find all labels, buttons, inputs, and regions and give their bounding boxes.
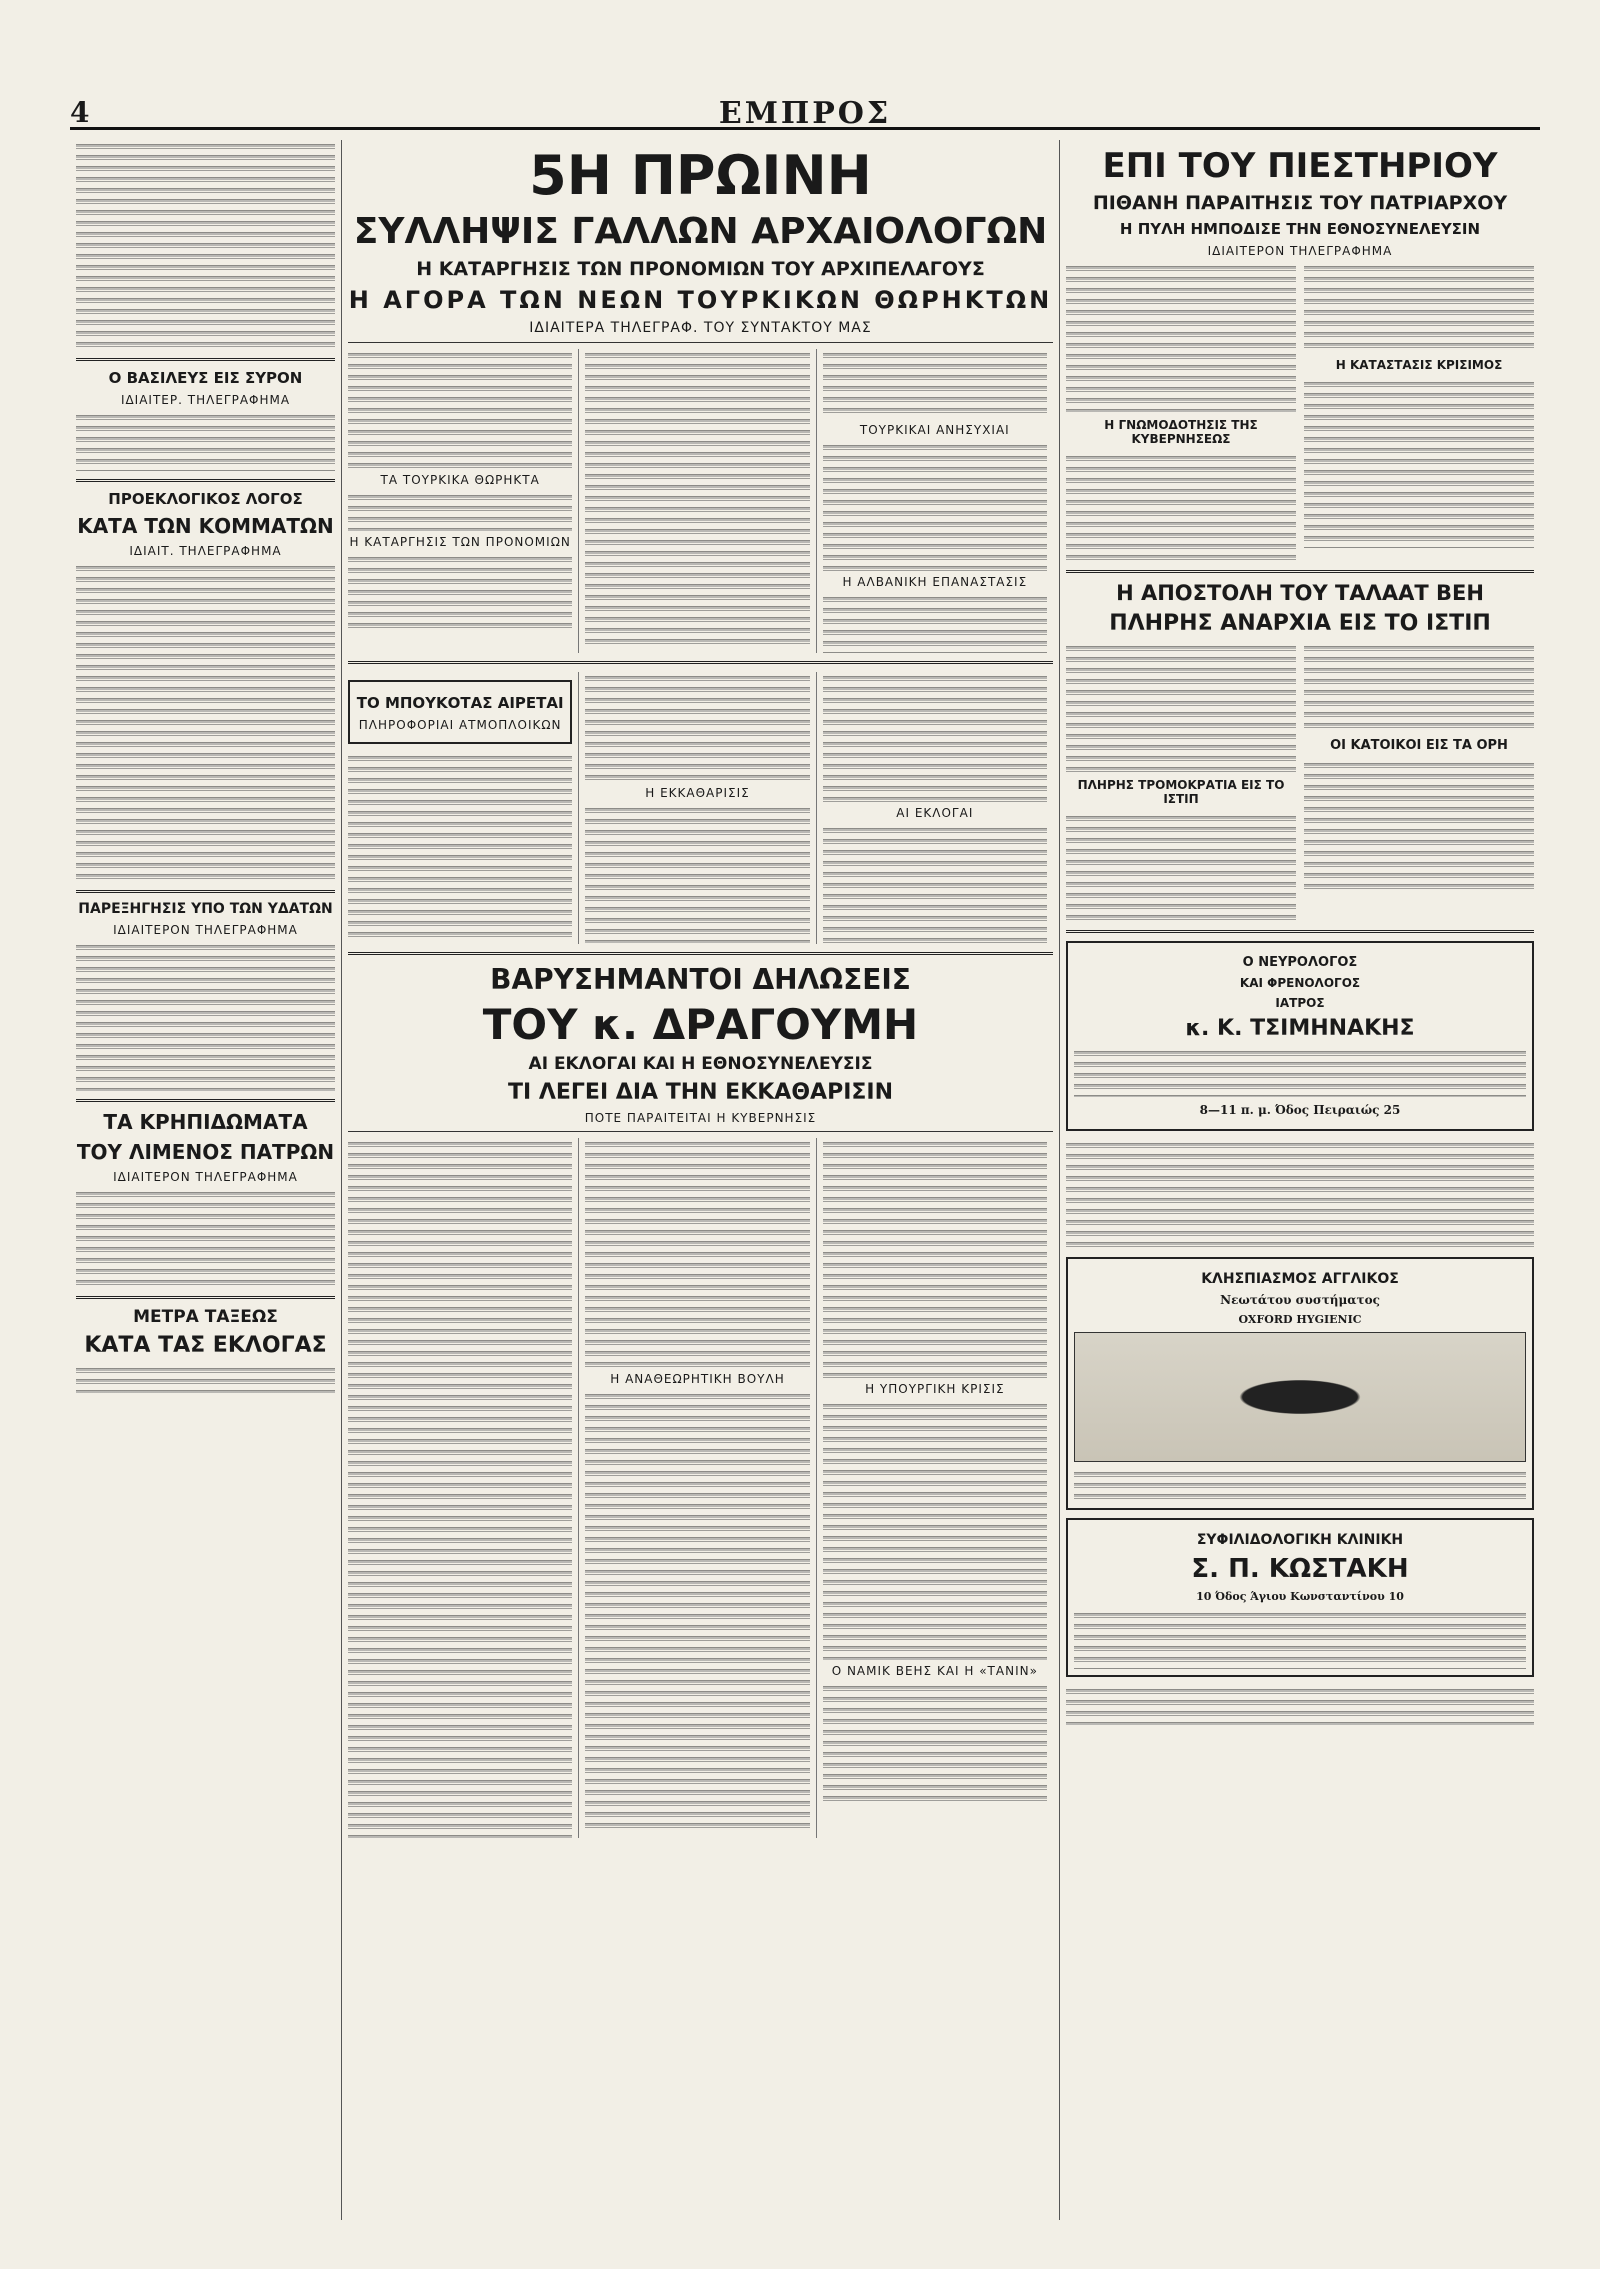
article-text xyxy=(823,349,1047,419)
article-heading: Η ΚΑΤΑΣΤΑΣΙΣ ΚΡΙΣΙΜΟΣ xyxy=(1335,358,1503,372)
article-text xyxy=(76,140,335,350)
article-text xyxy=(823,1682,1047,1802)
right-column xyxy=(1060,140,1540,2220)
news-columns xyxy=(348,672,1053,944)
article-subheading: ΙΔΙΑΙΤΕΡΟΝ ΤΗΛΕΓΡΑΦΗΜΑ xyxy=(1207,244,1393,258)
ad-line: ΚΛΗΣΠΙΑΣΜΟΣ ΑΓΓΛΙΚΟΣ xyxy=(1201,1271,1399,1287)
section-subheading: ΑΙ ΕΚΛΟΓΑΙ xyxy=(896,806,974,820)
article-heading: ΤΟ ΜΠΟΥΚΟΤΑΣ ΑΙΡΕΤΑΙ xyxy=(356,694,564,712)
section-subheading: ΤΑ ΤΟΥΡΚΙΚΑ ΘΩΡΗΚΤΑ xyxy=(380,473,540,487)
article-text xyxy=(823,593,1047,653)
section-subheading: Η ΕΚΚΑΘΑΡΙΣΙΣ xyxy=(645,786,750,800)
article-text xyxy=(1304,262,1534,352)
article-subheading: Η ΠΥΛΗ ΗΜΠΟΔΙΣΕ ΤΗΝ ΕΘΝΟΣΥΝΕΛΕΥΣΙΝ xyxy=(1119,220,1481,238)
ad-text xyxy=(1074,1047,1526,1097)
section-subheading: Η ΚΑΤΑΡΓΗΣΙΣ ΤΩΝ ΠΡΟΝΟΜΙΩΝ xyxy=(349,535,571,549)
ad-line: ΙΑΤΡΟΣ xyxy=(1275,996,1325,1010)
ad-line: Ο ΝΕΥΡΟΛΟΓΟΣ xyxy=(1242,955,1358,970)
left-column xyxy=(70,140,342,2220)
article-subheading: ΙΔΙΑΙΤ. ΤΗΛΕΓΡΑΦΗΜΑ xyxy=(129,544,282,558)
page-number: 4 xyxy=(70,96,90,129)
article-heading: Η ΑΠΟΣΤΟΛΗ ΤΟΥ ΤΑΛΑΑΤ ΒΕΗ xyxy=(1116,581,1484,605)
main-subheadline: Η ΚΑΤΑΡΓΗΣΙΣ ΤΩΝ ΠΡΟΝΟΜΙΩΝ ΤΟΥ ΑΡΧΙΠΕΛΑΓΟΥΣ xyxy=(416,258,985,280)
page-header xyxy=(70,96,1540,130)
news-columns xyxy=(1066,642,1534,922)
ad-text xyxy=(1074,1468,1526,1502)
article-heading: ΠΛΗΡΗΣ ΤΡΟΜΟΚΡΑΤΙΑ ΕΙΣ ΤΟ ΙΣΤΙΠ xyxy=(1077,778,1285,806)
article-heading: ΒΑΡΥΣΗΜΑΝΤΟΙ ΔΗΛΩΣΕΙΣ xyxy=(490,963,911,996)
article-heading: Ο ΒΑΣΙΛΕΥΣ ΕΙΣ ΣΥΡΟΝ xyxy=(108,369,303,387)
ad-line: ΣΥΦΙΛΙΔΟΛΟΓΙΚΗ ΚΛΙΝΙΚΗ xyxy=(1196,1532,1404,1548)
article-text xyxy=(348,491,572,531)
article-text xyxy=(585,1138,809,1368)
article-subheading: ΙΔΙΑΙΤΕΡΑ ΤΗΛΕΓΡΑΦ. ΤΟΥ ΣΥΝΤΑΚΤΟΥ ΜΑΣ xyxy=(529,320,872,336)
article-text xyxy=(1304,642,1534,732)
article-heading: Η ΓΝΩΜΟΔΟΤΗΣΙΣ ΤΗΣ ΚΥΒΕΡΝΗΣΕΩΣ xyxy=(1104,418,1258,446)
article-heading: ΜΕΤΡΑ ΤΑΞΕΩΣ xyxy=(133,1307,278,1327)
article-heading: ΕΠΙ ΤΟΥ ΠΙΕΣΤΗΡΙΟΥ xyxy=(1102,146,1498,186)
article-text xyxy=(348,752,572,942)
ad-hours: 8—11 π. μ. Όδος Πειραιώς 25 xyxy=(1199,1103,1401,1117)
article-heading: ΚΑΤΑ ΤΩΝ ΚΟΜΜΑΤΩΝ xyxy=(77,514,334,538)
article-subheading: ΤΙ ΛΕΓΕΙ ΔΙΑ ΤΗΝ ΕΚΚΑΘΑΡΙΣΙΝ xyxy=(508,1080,893,1105)
classified-text xyxy=(1066,1685,1534,1725)
article-text xyxy=(1304,378,1534,548)
ad-line: ΚΑΙ ΦΡΕΝΟΛΟΓΟΣ xyxy=(1239,976,1361,990)
article-text xyxy=(823,672,1047,802)
ad-name: Σ. Π. ΚΩΣΤΑΚΗ xyxy=(1191,1554,1409,1584)
article-text xyxy=(1066,262,1296,412)
article-subheading: ΠΛΗΡΟΦΟΡΙΑΙ ΑΤΜΟΠΛΟΙΚΩΝ xyxy=(358,718,562,732)
article-text xyxy=(585,1390,809,1830)
main-subheadline: Η ΑΓΟΡΑ ΤΩΝ ΝΕΩΝ ΤΟΥΡΚΙΚΩΝ ΘΩΡΗΚΤΩΝ xyxy=(348,286,1053,314)
article-subheading: ΠΟΤΕ ΠΑΡΑΙΤΕΙΤΑΙ Η ΚΥΒΕΡΝΗΣΙΣ xyxy=(584,1111,817,1125)
article-text xyxy=(76,411,335,471)
article-heading: ΟΙ ΚΑΤΟΙΚΟΙ ΕΙΣ ΤΑ ΟΡΗ xyxy=(1330,738,1508,753)
article-text xyxy=(1066,452,1296,562)
article-heading: ΤΟΥ κ. ΔΡΑΓΟΥΜΗ xyxy=(482,1000,919,1049)
article-subheading: ΙΔΙΑΙΤΕΡΟΝ ΤΗΛΕΓΡΑΦΗΜΑ xyxy=(113,1170,298,1184)
center-column xyxy=(342,140,1060,2220)
ad-illustration xyxy=(1074,1332,1526,1462)
news-columns xyxy=(348,349,1053,653)
masthead: ΕΜΠΡΟΣ xyxy=(718,96,892,131)
article-text xyxy=(76,1364,335,1394)
section-subheading: Η ΥΠΟΥΡΓΙΚΗ ΚΡΙΣΙΣ xyxy=(865,1382,1005,1396)
article-heading: ΚΑΤΑ ΤΑΣ ΕΚΛΟΓΑΣ xyxy=(84,1333,327,1358)
article-heading: ΤΟΥ ΛΙΜΕΝΟΣ ΠΑΤΡΩΝ xyxy=(76,1140,335,1164)
article-subheading: ΑΙ ΕΚΛΟΓΑΙ ΚΑΙ Η ΕΘΝΟΣΥΝΕΛΕΥΣΙΣ xyxy=(528,1054,873,1074)
main-headline: ΣΥΛΛΗΨΙΣ ΓΑΛΛΩΝ ΑΡΧΑΙΟΛΟΓΩΝ xyxy=(353,211,1048,252)
article-text xyxy=(823,1138,1047,1378)
article-text xyxy=(823,441,1047,571)
main-headline: 5Η ΠΡΩΙΝΗ xyxy=(529,144,872,207)
ad-line: 10 Όδος Άγιου Κωνσταντίνου 10 xyxy=(1196,1590,1404,1603)
section-subheading: Η ΑΛΒΑΝΙΚΗ ΕΠΑΝΑΣΤΑΣΙΣ xyxy=(842,575,1028,589)
article-heading: ΠΑΡΕΞΗΓΗΣΙΣ ΥΠΟ ΤΩΝ ΥΔΑΤΩΝ xyxy=(78,901,333,917)
article-text xyxy=(823,1400,1047,1660)
section-subheading: ΤΟΥΡΚΙΚΑΙ ΑΝΗΣΥΧΙΑΙ xyxy=(859,423,1010,437)
article-text xyxy=(823,824,1047,944)
article-subheading: ΙΔΙΑΙΤΕΡΟΝ ΤΗΛΕΓΡΑΦΗΜΑ xyxy=(113,923,298,937)
article-text xyxy=(585,804,809,944)
section-subheading: Ο ΝΑΜΙΚ ΒΕΗΣ ΚΑΙ Η «ΤΑΝΙΝ» xyxy=(831,1664,1038,1678)
article-text xyxy=(348,1138,572,1838)
article-text xyxy=(348,553,572,633)
article-text xyxy=(585,672,809,782)
section-subheading: Η ΑΝΑΘΕΩΡΗΤΙΚΗ ΒΟΥΛΗ xyxy=(610,1372,785,1386)
article-text xyxy=(76,562,335,882)
article-text xyxy=(1304,759,1534,889)
article-text xyxy=(76,1188,335,1288)
article-subheading: ΙΔΙΑΙΤΕΡ. ΤΗΛΕΓΡΑΦΗΜΑ xyxy=(120,393,291,407)
article-heading: ΤΑ ΚΡΗΠΙΔΩΜΑΤΑ xyxy=(103,1110,308,1134)
article-heading: ΠΛΗΡΗΣ ΑΝΑΡΧΙΑ ΕΙΣ ΤΟ ΙΣΤΙΠ xyxy=(1109,611,1491,636)
advertisement-neurologist xyxy=(1066,941,1534,1131)
ad-brand: OXFORD HYGIENIC xyxy=(1238,1313,1362,1326)
news-columns xyxy=(1066,262,1534,562)
article-text xyxy=(1066,812,1296,922)
advertisement-oxford xyxy=(1066,1257,1534,1510)
advertisement-clinic xyxy=(1066,1518,1534,1677)
article-text xyxy=(348,349,572,469)
article-text xyxy=(1066,642,1296,772)
article-heading: ΠΙΘΑΝΗ ΠΑΡΑΙΤΗΣΙΣ ΤΟΥ ΠΑΤΡΙΑΡΧΟΥ xyxy=(1092,192,1508,214)
ad-line: Νεωτάτου συστήματος xyxy=(1220,1293,1380,1307)
ad-name: κ. Κ. ΤΣΙΜΗΝΑΚΗΣ xyxy=(1185,1016,1415,1041)
classified-text xyxy=(1066,1139,1534,1249)
news-columns xyxy=(348,1138,1053,1838)
article-text xyxy=(76,941,335,1091)
article-text xyxy=(585,349,809,649)
ad-text xyxy=(1074,1609,1526,1669)
article-heading: ΠΡΟΕΚΛΟΓΙΚΟΣ ΛΟΓΟΣ xyxy=(108,490,303,508)
